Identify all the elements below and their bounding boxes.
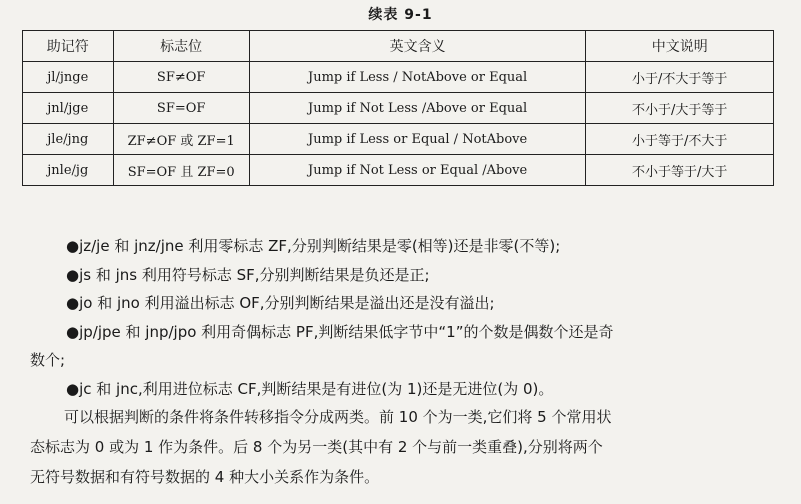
cell-english: Jump if Not Less /Above or Equal [249, 93, 586, 124]
header-chinese-description: 中文说明 [586, 31, 774, 62]
bullet-item-sf: ●js 和 jns 利用符号标志 SF,分别判断结果是负还是正; [66, 265, 430, 284]
table-header-row [23, 31, 774, 62]
body-paragraph [30, 402, 775, 492]
cell-flags: SF=OF [113, 93, 249, 124]
bullet-item-zf: ●jz/je 和 jnz/jne 利用零标志 ZF,分别判断结果是零(相等)还是非零(不等); [66, 237, 561, 255]
bullet-item-of: ●jo 和 jno 利用溢出标志 OF,分别判断结果是溢出还是没有溢出; [66, 294, 495, 312]
cell-english: Jump if Less / NotAbove or Equal [249, 62, 586, 93]
bullet-list [30, 232, 775, 403]
cell-english: Jump if Less or Equal / NotAbove [249, 124, 586, 155]
cell-flags: ZF≠OF 或 ZF=1 [113, 124, 249, 155]
bullet-item-pf-continued: 数个; [30, 351, 66, 369]
cell-flags: SF=OF 且 ZF=0 [113, 155, 249, 186]
cell-mnemonic: jnle/jg [23, 155, 114, 186]
paragraph-line-1: 可以根据判断的条件将条件转移指令分成两类。前 10 个为一类,它们将 5 个常用状 [64, 408, 612, 426]
cell-mnemonic: jnl/jge [23, 93, 114, 124]
table-row [23, 155, 774, 186]
cell-flags: SF≠OF [113, 62, 249, 93]
bullet-item-cf: ●jc 和 jnc,利用进位标志 CF,判断结果是有进位(为 1)还是无进位(为 0)。 [66, 379, 554, 398]
header-flags: 标志位 [113, 31, 249, 62]
cell-mnemonic: jl/jnge [23, 62, 114, 93]
cell-chinese: 小于等于/不大于 [586, 124, 774, 155]
table-row [23, 62, 774, 93]
header-english-meaning: 英文含义 [249, 31, 586, 62]
header-mnemonic: 助记符 [23, 31, 114, 62]
paragraph-line-3: 无符号数据和有符号数据的 4 种大小关系作为条件。 [30, 468, 380, 486]
cell-chinese: 不小于/大于等于 [586, 93, 774, 124]
cell-mnemonic: jle/jng [23, 124, 114, 155]
table-row [23, 124, 774, 155]
jump-instruction-table [22, 30, 774, 186]
table-row [23, 93, 774, 124]
cell-chinese: 不小于等于/大于 [586, 155, 774, 186]
cell-english: Jump if Not Less or Equal /Above [249, 155, 586, 186]
cell-chinese: 小于/不大于等于 [586, 62, 774, 93]
table-caption: 续表 9-1 [368, 7, 433, 23]
bullet-item-pf: ●jp/jpe 和 jnp/jpo 利用奇偶标志 PF,判断结果低字节中“1”的个数是偶数个还是奇 [66, 322, 614, 341]
paragraph-line-2: 态标志为 0 或为 1 作为条件。后 8 个为另一类(其中有 2 个与前一类重叠),分别将两个 [30, 438, 603, 456]
